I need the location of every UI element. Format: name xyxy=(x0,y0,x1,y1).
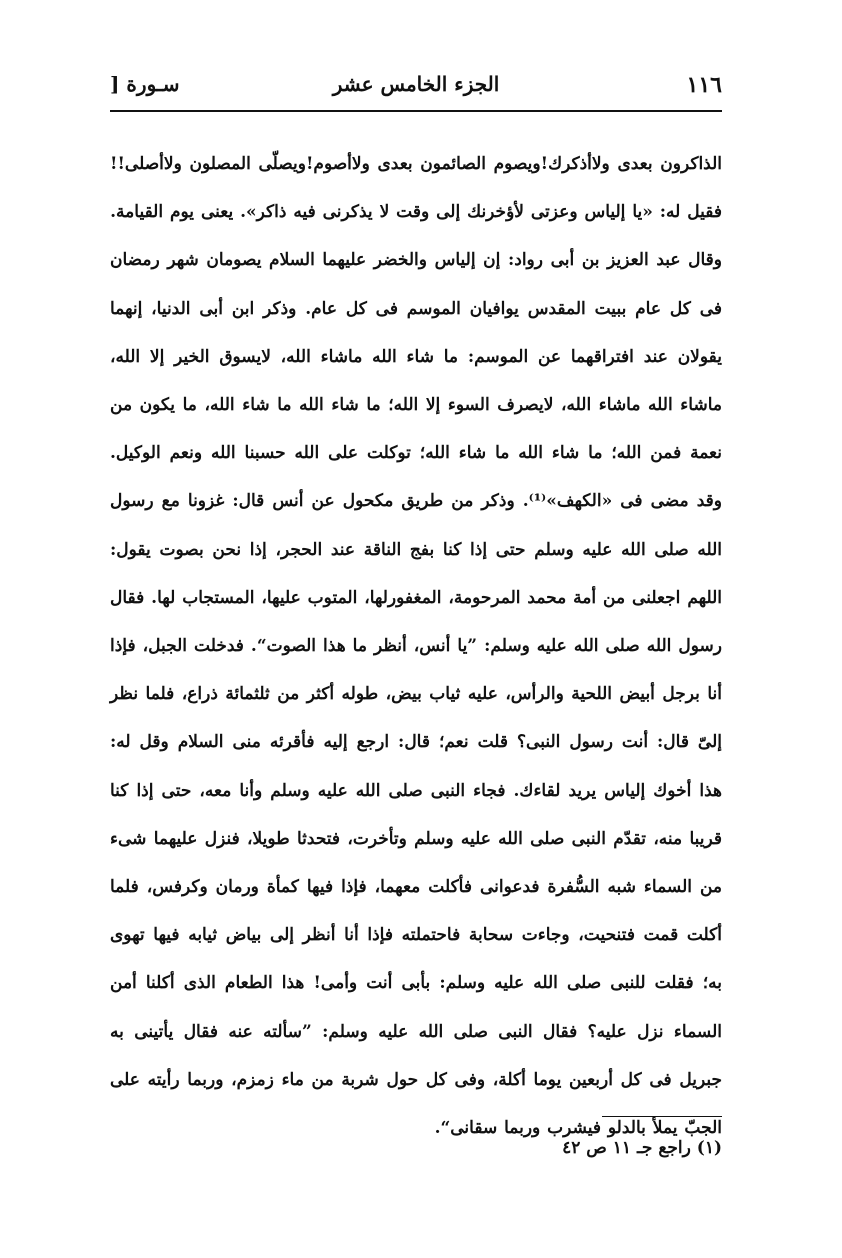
body-paragraph: الذاكرون بعدى ولاأذكرك!ويصوم الصائمون بعدى ولاأصوم!ويصلّى المصلون ولاأصلى!! فقيل له: «يا إلياس وعزتى لأؤخرنك إلى وقت لا يذكرنى فيه ذاكر». يعنى يوم القيامة. xyxy=(110,154,722,223)
footnote: (١) راجع جـ ١١ ص ٤٢ xyxy=(562,1138,722,1158)
body-paragraph: وقال عبد العزيز بن أبى رواد: إن إلياس والخضر عليهما السلام يصومان شهر رمضان فى كل عام ببيت المقدس يوافيان الموسم فى كل عام. وذكر ابن أبى الدنيا، إنهما يقولان عند افتراقهما عن الموسم: ما شاء الله ماشاء الله، لايسوق الخير إلا الله، ماشاء الله ماشاء الله، لايصرف السوء إلا الله؛ ما شاء الله ما شاء الله، ما يكون من نعمة فمن الله؛ ما شاء الله ما شاء الله؛ توكلت على الله حسبنا الله ونعم الوكيل. وقد مضى فى «الكهف»⁽¹⁾. وذكر من طريق مكحول عن أنس قال: غزونا مع رسول الله صلى الله عليه وسلم حتى إذا كنا بفج الناقة عند الحجر، إذا نحن بصوت يقول: اللهم اجعلنى من أمة محمد المرحومة، المغفورلها، المتوب عليها، المستجاب لها. فقال رسول الله صلى الله عليه وسلم: ”يا أنس، أنظر ما هذا الصوت“. فدخلت الجبل، فإذا أنا برجل أبيض اللحية والرأس، عليه ثياب بيض، طوله أكثر من ثلثمائة ذراع، فلما نظر إلىّ قال: أنت رسول النبى؟ قلت نعم؛ قال: ارجع إليه فأقرئه منى السلام وقل له: هذا أخوك إلياس يريد لقاءك. فجاء النبى صلى الله عليه وسلم وأنا معه، حتى إذا كنا قريبا منه، تقدّم النبى صلى الله عليه وسلم وتأخرت، فتحدثا طويلا، فنزل عليهما شىء من السماء شبه السُّفرة فدعوانى فأكلت معهما، فإذا فيها كمأة ورمان وكرفس، فلما أكلت قمت فتنحيت، وجاءت سحابة فاحتملته فإذا أنا أنظر إلى بياض ثيابه فيها تهوى به؛ فقلت للنبى صلى الله عليه وسلم: بأبى أنت وأمى! هذا الطعام الذى أكلنا أمن السماء نزل عليه؟ فقال النبى صلى الله عليه وسلم: ”سألته عنه فقال يأتينى به جبريل فى كل أربعين يوما أكلة، وفى كل حول شربة من ماء زمزم، وربما رأيته على الجبّ يملأ بالدلو فيشرب وربما سقانى“. xyxy=(110,250,723,1139)
surah-label: سـورة [ xyxy=(110,72,180,96)
header-rule xyxy=(110,110,722,112)
volume-title: الجزء الخامس عشر xyxy=(332,72,500,96)
page-header xyxy=(110,66,722,106)
footnote-rule xyxy=(602,1116,722,1117)
body-text xyxy=(110,140,722,1152)
page-number: ١١٦ xyxy=(686,72,722,98)
